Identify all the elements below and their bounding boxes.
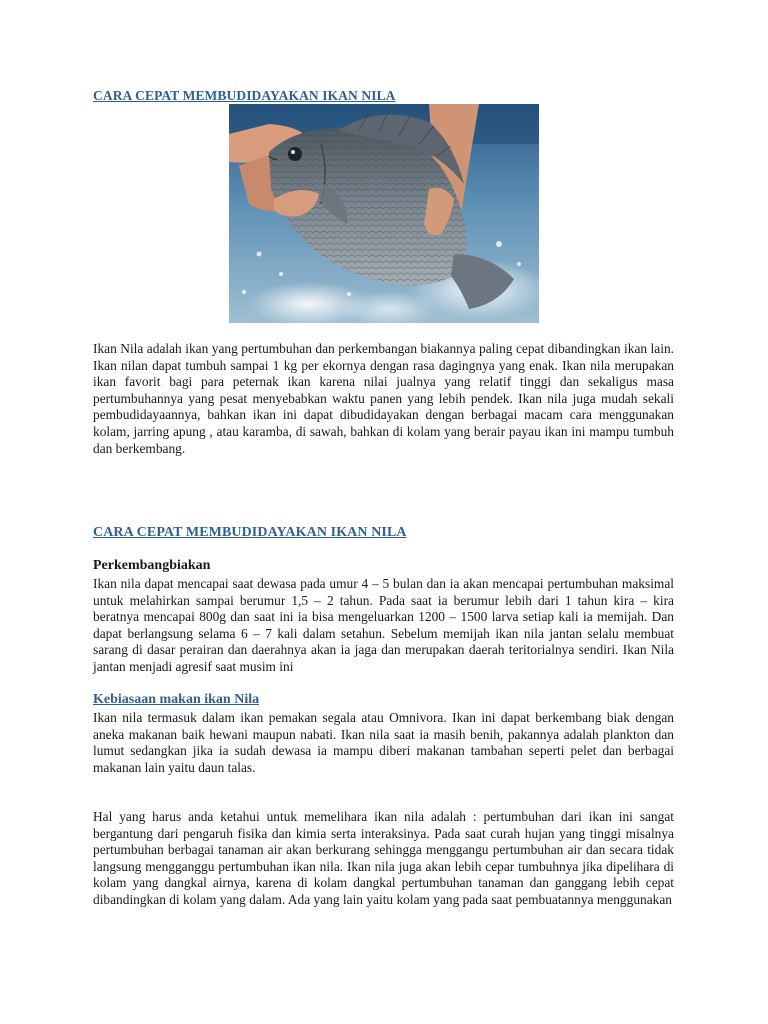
heading-kebiasaan-makan-link[interactable]: Kebiasaan makan ikan Nila xyxy=(93,692,260,707)
document-title-link[interactable]: CARA CEPAT MEMBUDIDAYAKAN IKAN NILA xyxy=(93,88,396,103)
heading-perkembangbiakan: Perkembangbiakan xyxy=(93,558,211,573)
intro-paragraph: Ikan Nila adalah ikan yang pertumbuhan dan perkembangan biakannya paling cepat dibandingkan ikan lain. Ikan nilan dapat tumbuh sampai 1 kg per ekornya dengan rasa dagingnya yang enak. Ikan nila merupakan ikan favorit bagi para peternak ikan karena nilai jualnya yang relatif tinggi dan sekaligus masa pertumbuhannya yang pesat menyebabkan waktu panen yang lebih pendek. Ikan nila juga mudah sekali pembudidayaannya, bahkan ikan ini dapat dibudidayakan dengan berbagai macam cara menggunakan kolam, jarring apung , atau karamba, di sawah, bahkan di kolam yang berair payau ikan ini mampu tumbuh dan berkembang. xyxy=(93,341,674,456)
tilapia-photo xyxy=(229,104,539,323)
pemeliharaan-paragraph: Hal yang harus anda ketahui untuk memelihara ikan nila adalah : pertumbuhan dari ikan ini sangat bergantung dari pengaruh fisika dan kimia serta interaksinya. Pada saat curah hujan yang tinggi misalnya pertumbuhan berbagai tanaman air akan berkurang sehingga menggangu pertumbuhan air dan secara tidak langsung mengganggu pertumbuhan ikan nila. Ikan nila juga akan lebih cepar tumbuhnya jika dipelihara di kolam yang dangkal airnya, karena di kolam dangkal pertumbuhan tanaman dan ganggang lebih cepat dibandingkan di kolam yang dalam. Ada yang lain yaitu kolam yang pada saat pembuatannya menggunakan xyxy=(93,809,674,907)
kebiasaan-makan-paragraph: Ikan nila termasuk dalam ikan pemakan segala atau Omnivora. Ikan ini dapat berkembang biak dengan aneka makanan baik hewani maupun nabati. Ikan nila saat ia masih benih, pakannya adalah plankton dan lumut sedangkan jika ia sudah dewasa ia mampu diberi makanan tambahan seperti pelet dan berbagai makanan lain yaitu daun talas. xyxy=(93,710,674,775)
perkembangbiakan-paragraph: Ikan nila dapat mencapai saat dewasa pada umur 4 – 5 bulan dan ia akan mencapai pertumbuhan maksimal untuk melahirkan sampai berumur 1,5 – 2 tahun. Pada saat ia berumur lebih dari 1 tahun kira – kira beratnya mencapai 800g dan saat ini ia bisa mengeluarkan 1200 – 1500 larva setiap kali ia memijah. Dan dapat berlangsung selama 6 – 7 kali dalam setahun. Sebelum memijah ikan nila jantan selalu membuat sarang di dasar perairan dan daerahnya akan ia jaga dan merupakan daerah teritorialnya sendiri. Ikan Nila jantan menjadi agresif saat musim ini xyxy=(93,576,674,674)
section-title-link[interactable]: CARA CEPAT MEMBUDIDAYAKAN IKAN NILA xyxy=(93,525,407,540)
